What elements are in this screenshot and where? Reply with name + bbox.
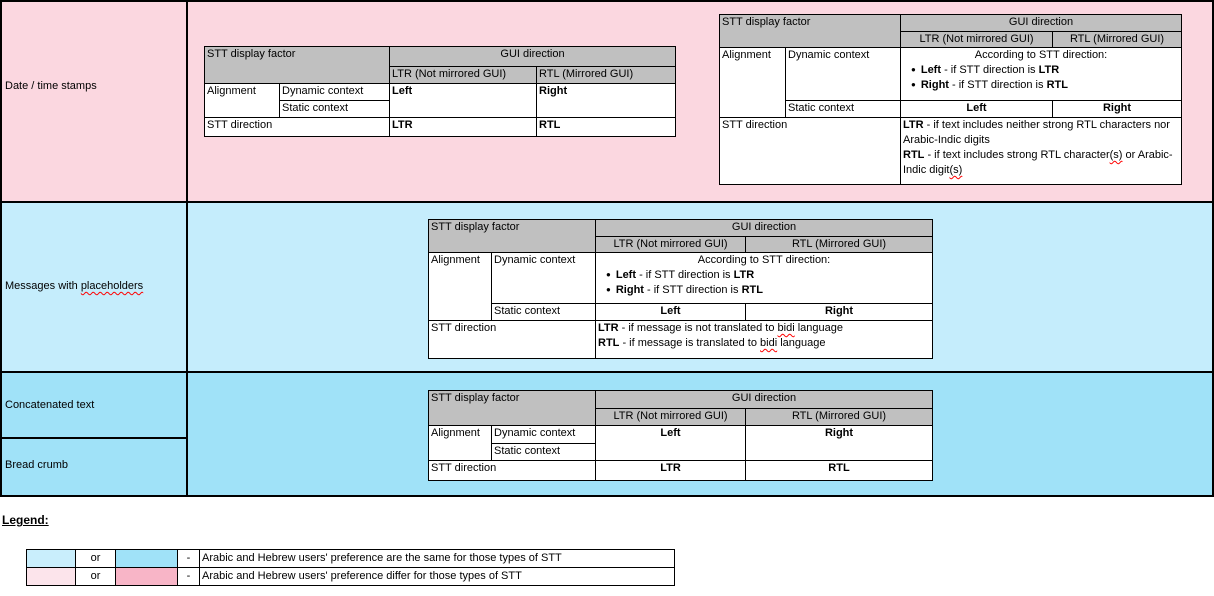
cell-alignment: Alignment [205,84,280,118]
cell-dynamic-context: Dynamic context [492,426,596,444]
bullet-icon: ● [911,65,916,74]
according-line: According to STT direction: [697,254,831,266]
cell-dynamic-context: Dynamic context [492,253,596,304]
cell-dynamic-alignment-rule [901,48,1182,101]
bullet-right-rule [598,283,930,298]
bullet-right-word: Right [920,79,949,91]
row-label-breadcrumb-cell [2,439,186,491]
bullet-left-dir: LTR [733,269,755,281]
legend-row-same [27,550,675,568]
value-alignment-rtl: Right [537,84,676,118]
bullet-icon: ● [606,285,611,294]
value-static-rtl: Right [1053,101,1182,118]
value-direction-rtl: RTL [537,118,676,137]
row-label-date-time: Date / time stamps [5,80,97,92]
cell-static-context: Static context [492,304,596,321]
value-static-ltr: Left [901,101,1053,118]
rule-ltr-word: LTR [903,119,924,131]
rule-rtl-text2: language [777,337,826,349]
cell-stt-direction: STT direction [205,118,390,137]
row-label-breadcrumb: Bread crumb [5,459,68,471]
rule-rtl [903,148,1179,178]
header-rtl-gui: RTL (Mirrored GUI) [1053,32,1182,48]
row-label-messages-prefix: Messages with [5,280,81,292]
row-header-column [2,373,188,495]
table-date-time-right [719,14,1182,185]
table-messages [428,219,933,359]
table-concatenated [428,390,933,481]
bullet-icon: ● [911,80,916,89]
rule-rtl-sq2: (s) [949,164,963,176]
header-gui-direction: GUI direction [596,391,933,409]
bullet-right-mid: - if STT direction is [948,79,1047,91]
header-gui-direction: GUI direction [390,47,676,67]
rule-rtl-sq1: (s) [1109,149,1123,161]
bullet-left-mid: - if STT direction is [636,269,734,281]
rule-rtl-text1: - if message is translated to [619,337,761,349]
legend-or: or [76,550,116,568]
cell-alignment: Alignment [429,426,492,461]
bullet-left-rule [903,63,1179,78]
row-label-concatenated-cell [2,373,186,439]
cell-stt-direction: STT direction [720,118,901,185]
cell-alignment: Alignment [429,253,492,321]
rule-ltr-text1: - if message is not translated to [618,322,778,334]
header-rtl-gui: RTL (Mirrored GUI) [746,409,933,426]
rule-ltr-text2: language [794,322,843,334]
rule-rtl [598,336,930,351]
legend-dash: - [178,550,200,568]
rule-rtl-word: RTL [598,337,620,349]
section-date-time-stamps [2,2,1212,201]
header-ltr-gui: LTR (Not mirrored GUI) [596,409,746,426]
header-ltr-gui: LTR (Not mirrored GUI) [390,67,537,84]
legend-title: Legend: [2,513,49,527]
cell-direction-rules [901,118,1182,185]
row-label-concatenated: Concatenated text [5,399,95,411]
cell-stt-direction: STT direction [429,461,596,481]
bullet-right-dir: RTL [741,284,763,296]
bullet-left-word: Left [615,269,637,281]
value-direction-ltr: LTR [596,461,746,481]
section-messages-placeholders [2,201,1212,371]
legend-swatch-blue-dark [116,550,178,568]
header-ltr-gui: LTR (Not mirrored GUI) [901,32,1053,48]
cell-dynamic-context: Dynamic context [786,48,901,101]
cell-dynamic-context: Dynamic context [280,84,390,101]
bullet-right-rule [903,78,1179,93]
row-header-column [2,203,188,371]
rule-ltr-word: LTR [598,322,619,334]
legend-row-differ [27,568,675,586]
header-stt-display-factor: STT display factor [720,15,901,48]
rule-ltr [903,118,1179,148]
value-direction-rtl: RTL [746,461,933,481]
bullet-icon: ● [606,270,611,279]
header-gui-direction: GUI direction [596,220,933,237]
cell-static-context: Static context [280,101,390,118]
section-concatenated-breadcrumb [2,371,1212,495]
value-static-ltr: Left [596,304,746,321]
table-date-time-left [204,46,676,137]
rule-rtl-sq: bidi [760,337,778,349]
legend-table [26,549,675,586]
cell-dynamic-alignment-rule [596,253,933,304]
rule-ltr [598,321,930,336]
legend-swatch-pink-light [27,568,76,586]
header-stt-display-factor: STT display factor [429,220,596,253]
header-rtl-gui: RTL (Mirrored GUI) [537,67,676,84]
rule-rtl-text2: or Arabic-Indic digit [903,149,1173,176]
header-stt-display-factor: STT display factor [429,391,596,426]
cell-static-context: Static context [492,444,596,461]
legend-or: or [76,568,116,586]
legend-dash: - [178,568,200,586]
row-label-messages-word: placeholders [80,280,144,292]
header-ltr-gui: LTR (Not mirrored GUI) [596,237,746,253]
header-rtl-gui: RTL (Mirrored GUI) [746,237,933,253]
value-alignment-ltr: Left [390,84,537,118]
bullet-left-word: Left [920,64,942,76]
row-header-column [2,2,188,201]
cell-stt-direction: STT direction [429,321,596,359]
legend-swatch-blue-light [27,550,76,568]
bullet-right-mid: - if STT direction is [643,284,742,296]
bullet-right-dir: RTL [1046,79,1068,91]
according-line: According to STT direction: [974,49,1108,61]
value-static-rtl: Right [746,304,933,321]
value-alignment-rtl: Right [746,426,933,461]
value-alignment-ltr: Left [596,426,746,461]
header-stt-display-factor: STT display factor [205,47,390,84]
rule-rtl-word: RTL [903,149,925,161]
rule-ltr-sq: bidi [777,322,795,334]
value-direction-ltr: LTR [390,118,537,137]
bullet-left-dir: LTR [1038,64,1060,76]
row-label-messages [5,280,143,292]
rule-ltr-text: - if text includes neither strong RTL characters nor Arabic-Indic digits [903,119,1170,146]
rule-rtl-text1: - if text includes strong RTL character [924,149,1110,161]
cell-alignment: Alignment [720,48,786,118]
legend-text-same: Arabic and Hebrew users' preference are the same for those types of STT [200,550,675,568]
legend-text-differ: Arabic and Hebrew users' preference differ for those types of STT [200,568,675,586]
header-gui-direction: GUI direction [901,15,1182,32]
legend-swatch-pink-dark [116,568,178,586]
bullet-right-word: Right [615,284,644,296]
bullet-left-rule [598,268,930,283]
cell-static-context: Static context [786,101,901,118]
bullet-left-mid: - if STT direction is [941,64,1039,76]
cell-direction-rules [596,321,933,359]
